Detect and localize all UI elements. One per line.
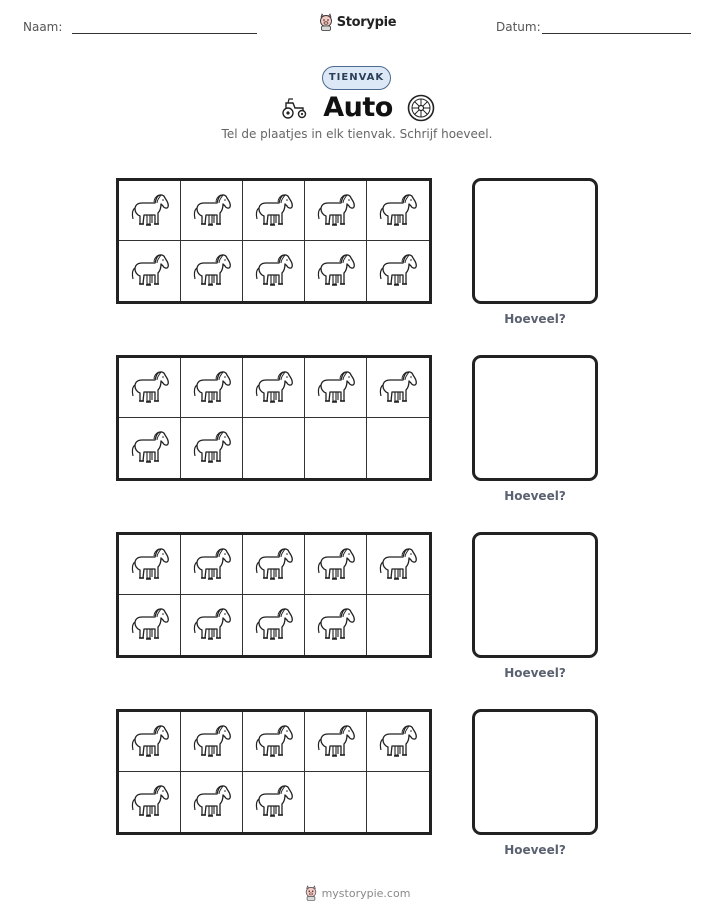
horse-icon [128, 544, 172, 586]
answer-label: Hoeveel? [504, 312, 566, 326]
horse-icon [190, 190, 234, 232]
horse-icon [190, 250, 234, 292]
ten-frame-cell [305, 358, 367, 418]
horse-icon [128, 367, 172, 409]
ten-frame-cell [243, 535, 305, 595]
horse-icon [314, 544, 358, 586]
ten-frame-cell [181, 358, 243, 418]
answer-label: Hoeveel? [504, 489, 566, 503]
ten-frame-cell [305, 418, 367, 478]
ten-frame-cell [367, 535, 429, 595]
horse-icon [252, 781, 296, 823]
horse-icon [190, 721, 234, 763]
horse-icon [190, 604, 234, 646]
ten-frame-cell [181, 418, 243, 478]
horse-icon [314, 250, 358, 292]
ten-frame-cell [119, 535, 181, 595]
horse-icon [376, 367, 420, 409]
ten-frame-cell [119, 241, 181, 301]
ten-frame-cell [243, 772, 305, 832]
ten-frame-cell [119, 181, 181, 241]
horse-icon [190, 427, 234, 469]
ten-frame-cell [243, 181, 305, 241]
ten-frame-cell [181, 595, 243, 655]
brand-name: Storypie [336, 14, 397, 30]
ten-frame-cell [367, 712, 429, 772]
pig-mascot-icon [318, 13, 334, 31]
answer-label: Hoeveel? [504, 843, 566, 857]
ten-frame-cell [305, 535, 367, 595]
instruction-text: Tel de plaatjes in elk tienvak. Schrijf hoeveel. [221, 127, 493, 141]
horse-icon [190, 781, 234, 823]
ten-frame-cell [367, 241, 429, 301]
category-badge: TIENVAK [322, 66, 391, 90]
ten-frame [116, 709, 432, 835]
ten-frame-cell [181, 712, 243, 772]
answer-box[interactable] [472, 709, 598, 835]
answer-label: Hoeveel? [504, 666, 566, 680]
ten-frame-cell [119, 418, 181, 478]
ten-frame-cell [305, 241, 367, 301]
ten-frame-cell [367, 418, 429, 478]
ten-frame [116, 532, 432, 658]
footer-url[interactable]: mystorypie.com [321, 886, 411, 900]
horse-icon [252, 604, 296, 646]
ten-frame-cell [119, 595, 181, 655]
ten-frame-cell [181, 241, 243, 301]
ten-frame-cell [367, 181, 429, 241]
horse-icon [314, 721, 358, 763]
ten-frame-cell [181, 772, 243, 832]
horse-icon [252, 190, 296, 232]
horse-icon [128, 250, 172, 292]
ten-frame-cell [119, 772, 181, 832]
ten-frame-cell [119, 358, 181, 418]
ten-frame-cell [367, 772, 429, 832]
tractor-icon [279, 97, 309, 119]
ten-frame-cell [243, 418, 305, 478]
ten-frame-cell [305, 181, 367, 241]
ten-frame-cell [367, 358, 429, 418]
horse-icon [252, 367, 296, 409]
horse-icon [376, 250, 420, 292]
horse-icon [190, 367, 234, 409]
horse-icon [128, 604, 172, 646]
horse-icon [128, 427, 172, 469]
ten-frame-cell [305, 712, 367, 772]
ten-frame-cell [119, 712, 181, 772]
horse-icon [314, 604, 358, 646]
horse-icon [376, 544, 420, 586]
ten-frame-cell [305, 772, 367, 832]
ten-frame-cell [305, 595, 367, 655]
horse-icon [128, 190, 172, 232]
horse-icon [252, 250, 296, 292]
page-title: Auto [323, 92, 393, 123]
ten-frame-cell [243, 595, 305, 655]
horse-icon [128, 721, 172, 763]
horse-icon [128, 781, 172, 823]
horse-icon [376, 721, 420, 763]
name-label: Naam: [23, 20, 63, 34]
wheel-icon [407, 94, 435, 122]
answer-box[interactable] [472, 178, 598, 304]
ten-frame-cell [181, 535, 243, 595]
pig-mascot-icon [304, 885, 318, 901]
date-label: Datum: [496, 20, 541, 34]
horse-icon [252, 721, 296, 763]
horse-icon [190, 544, 234, 586]
horse-icon [314, 367, 358, 409]
date-line[interactable] [542, 33, 691, 34]
answer-box[interactable] [472, 355, 598, 481]
ten-frame-cell [243, 241, 305, 301]
ten-frame [116, 355, 432, 481]
answer-box[interactable] [472, 532, 598, 658]
horse-icon [252, 544, 296, 586]
ten-frame [116, 178, 432, 304]
ten-frame-cell [367, 595, 429, 655]
ten-frame-cell [243, 712, 305, 772]
title-row [0, 92, 714, 123]
ten-frame-cell [181, 181, 243, 241]
horse-icon [314, 190, 358, 232]
horse-icon [376, 190, 420, 232]
footer [0, 885, 714, 906]
ten-frame-cell [243, 358, 305, 418]
